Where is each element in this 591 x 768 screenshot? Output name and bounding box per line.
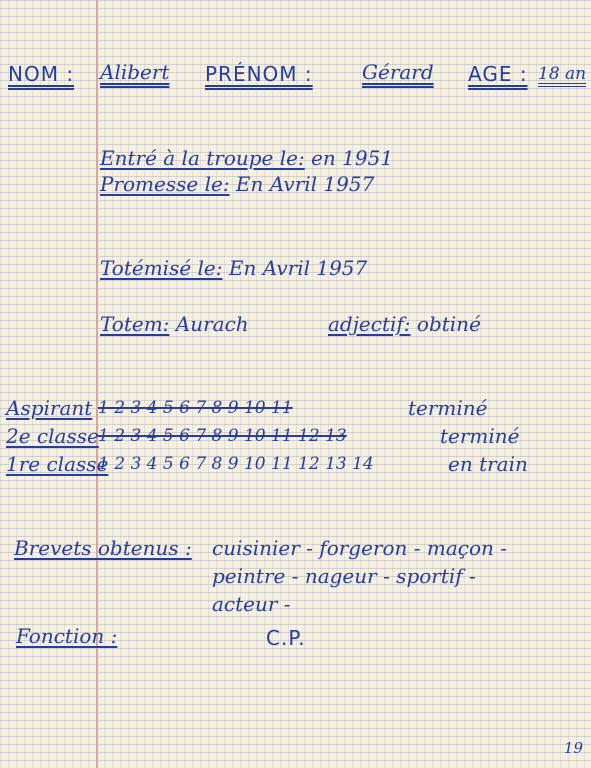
aspirant-label: Aspirant xyxy=(6,396,93,420)
prenom-value: Gérard xyxy=(362,60,434,84)
premiere-label: 1re classe xyxy=(6,452,109,476)
page-number: 19 xyxy=(563,739,583,757)
entree-value: en 1951 xyxy=(311,146,394,170)
totem-line xyxy=(100,312,249,336)
aspirant-numbers: 1 2 3 4 5 6 7 8 9 10 11 xyxy=(98,398,293,418)
totemise-value: En Avril 1957 xyxy=(228,256,368,280)
adjectif-value: obtiné xyxy=(416,312,481,336)
seconde-numbers: 1 2 3 4 5 6 7 8 9 10 11 12 13 xyxy=(98,426,347,446)
premiere-numbers: 1 2 3 4 5 6 7 8 9 10 11 12 13 14 xyxy=(98,454,374,474)
nom-value: Alibert xyxy=(100,60,170,84)
brevets-line-2: peintre - nageur - sportif - xyxy=(212,564,476,588)
seconde-status: terminé xyxy=(440,424,520,448)
age-value: 18 an xyxy=(538,64,587,84)
promesse-label: Promesse le: xyxy=(100,172,230,196)
fonction-value: C.P. xyxy=(266,626,306,650)
aspirant-status: terminé xyxy=(408,396,488,420)
adjectif-label: adjectif: xyxy=(328,312,411,336)
adjectif-line xyxy=(328,312,481,336)
entree-label: Entré à la troupe le: xyxy=(100,146,305,170)
brevets-label: Brevets obtenus : xyxy=(14,536,192,560)
brevets-line-3: acteur - xyxy=(212,592,291,616)
page-margin-line xyxy=(96,0,98,768)
seconde-label: 2e classe xyxy=(6,424,99,448)
prenom-label: PRÉNOM : xyxy=(205,62,313,86)
totem-label: Totem: xyxy=(100,312,170,336)
promesse-line xyxy=(100,172,374,196)
totemise-line xyxy=(100,256,367,280)
nom-label: NOM : xyxy=(8,62,75,86)
promesse-value: En Avril 1957 xyxy=(235,172,375,196)
age-label: AGE : xyxy=(468,62,528,86)
entree-line xyxy=(100,146,393,170)
brevets-line-1: cuisinier - forgeron - maçon - xyxy=(212,536,508,560)
premiere-status: en train xyxy=(448,452,528,476)
totemise-label: Totémisé le: xyxy=(100,256,223,280)
totem-value: Aurach xyxy=(175,312,249,336)
fonction-label: Fonction : xyxy=(16,624,118,648)
